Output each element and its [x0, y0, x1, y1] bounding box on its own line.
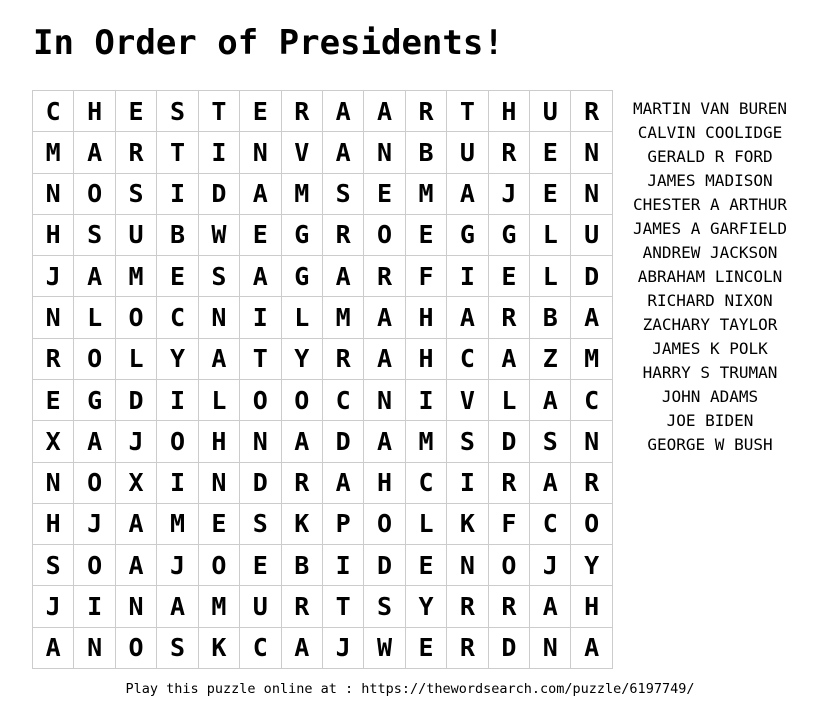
grid-cell-r1c9[interactable]: A	[364, 91, 405, 132]
grid-cell-r13c14[interactable]: H	[571, 586, 612, 627]
grid-cell-r11c4[interactable]: M	[157, 504, 198, 545]
grid-cell-r8c4[interactable]: I	[157, 380, 198, 421]
grid-cell-r11c1[interactable]: H	[33, 504, 74, 545]
grid-cell-r7c5[interactable]: A	[199, 339, 240, 380]
grid-cell-r4c13[interactable]: L	[530, 215, 571, 256]
grid-cell-r5c13[interactable]: L	[530, 256, 571, 297]
grid-cell-r9c6[interactable]: N	[240, 421, 281, 462]
grid-cell-r11c11[interactable]: K	[447, 504, 488, 545]
grid-cell-r14c1[interactable]: A	[33, 628, 74, 669]
grid-cell-r9c4[interactable]: O	[157, 421, 198, 462]
grid-cell-r3c12[interactable]: J	[489, 174, 530, 215]
word-list-item: ANDREW JACKSON	[642, 243, 778, 262]
grid-cell-r1c13[interactable]: U	[530, 91, 571, 132]
grid-cell-r12c2[interactable]: O	[74, 545, 115, 586]
grid-cell-r6c2[interactable]: L	[74, 297, 115, 338]
grid-cell-r6c12[interactable]: R	[489, 297, 530, 338]
grid-cell-r13c13[interactable]: A	[530, 586, 571, 627]
grid-cell-r8c9[interactable]: N	[364, 380, 405, 421]
grid-cell-r2c3[interactable]: R	[116, 132, 157, 173]
word-list-item: JAMES A GARFIELD	[632, 219, 788, 238]
grid-cell-r2c14[interactable]: N	[571, 132, 612, 173]
grid-cell-r5c9[interactable]: R	[364, 256, 405, 297]
grid-cell-r11c10[interactable]: L	[406, 504, 447, 545]
grid-cell-r7c4[interactable]: Y	[157, 339, 198, 380]
grid-cell-r3c13[interactable]: E	[530, 174, 571, 215]
grid-cell-r10c4[interactable]: I	[157, 463, 198, 504]
word-list-item: CALVIN COOLIDGE	[637, 123, 783, 142]
grid-cell-r7c14[interactable]: M	[571, 339, 612, 380]
footer-play-online-label: Play this puzzle online at :	[125, 681, 362, 697]
grid-cell-r5c14[interactable]: D	[571, 256, 612, 297]
grid-cell-r5c2[interactable]: A	[74, 256, 115, 297]
grid-cell-r12c12[interactable]: O	[489, 545, 530, 586]
grid-cell-r9c11[interactable]: S	[447, 421, 488, 462]
grid-cell-r12c14[interactable]: Y	[571, 545, 612, 586]
grid-cell-r14c12[interactable]: D	[489, 628, 530, 669]
grid-cell-r3c7[interactable]: M	[282, 174, 323, 215]
grid-cell-r4c10[interactable]: E	[406, 215, 447, 256]
grid-cell-r3c14[interactable]: N	[571, 174, 612, 215]
grid-cell-r7c2[interactable]: O	[74, 339, 115, 380]
grid-cell-r5c4[interactable]: E	[157, 256, 198, 297]
grid-cell-r12c1[interactable]: S	[33, 545, 74, 586]
grid-cell-r12c9[interactable]: D	[364, 545, 405, 586]
grid-cell-r2c6[interactable]: N	[240, 132, 281, 173]
page-title: In Order of Presidents!	[33, 23, 504, 63]
grid-cell-r9c2[interactable]: A	[74, 421, 115, 462]
grid-cell-r10c5[interactable]: N	[199, 463, 240, 504]
grid-cell-r9c3[interactable]: J	[116, 421, 157, 462]
grid-cell-r5c11[interactable]: I	[447, 256, 488, 297]
word-list-item: CHESTER A ARTHUR	[632, 195, 788, 214]
grid-cell-r8c1[interactable]: E	[33, 380, 74, 421]
grid-cell-r7c13[interactable]: Z	[530, 339, 571, 380]
grid-cell-r13c10[interactable]: Y	[406, 586, 447, 627]
grid-cell-r9c14[interactable]: N	[571, 421, 612, 462]
grid-cell-r10c9[interactable]: H	[364, 463, 405, 504]
grid-cell-r6c8[interactable]: M	[323, 297, 364, 338]
grid-cell-r10c1[interactable]: N	[33, 463, 74, 504]
word-list-item: JOE BIDEN	[666, 411, 754, 430]
grid-cell-r7c8[interactable]: R	[323, 339, 364, 380]
grid-cell-r13c5[interactable]: M	[199, 586, 240, 627]
grid-cell-r9c8[interactable]: D	[323, 421, 364, 462]
grid-cell-r4c12[interactable]: G	[489, 215, 530, 256]
grid-cell-r12c11[interactable]: N	[447, 545, 488, 586]
grid-cell-r11c5[interactable]: E	[199, 504, 240, 545]
grid-cell-r5c8[interactable]: A	[323, 256, 364, 297]
word-list-item: RICHARD NIXON	[647, 291, 773, 310]
grid-cell-r2c10[interactable]: B	[406, 132, 447, 173]
grid-cell-r14c5[interactable]: K	[199, 628, 240, 669]
grid-cell-r1c14[interactable]: R	[571, 91, 612, 132]
grid-cell-r12c13[interactable]: J	[530, 545, 571, 586]
grid-cell-r12c3[interactable]: A	[116, 545, 157, 586]
grid-cell-r4c4[interactable]: B	[157, 215, 198, 256]
grid-cell-r14c13[interactable]: N	[530, 628, 571, 669]
grid-cell-r12c6[interactable]: E	[240, 545, 281, 586]
grid-cell-r6c7[interactable]: L	[282, 297, 323, 338]
grid-cell-r14c8[interactable]: J	[323, 628, 364, 669]
grid-cell-r1c12[interactable]: H	[489, 91, 530, 132]
grid-cell-r1c11[interactable]: T	[447, 91, 488, 132]
grid-cell-r5c12[interactable]: E	[489, 256, 530, 297]
grid-cell-r4c2[interactable]: S	[74, 215, 115, 256]
grid-cell-r10c3[interactable]: X	[116, 463, 157, 504]
grid-cell-r2c5[interactable]: I	[199, 132, 240, 173]
grid-cell-r7c7[interactable]: Y	[282, 339, 323, 380]
grid-cell-r14c3[interactable]: O	[116, 628, 157, 669]
word-list-item: JOHN ADAMS	[661, 387, 759, 406]
grid-cell-r8c3[interactable]: D	[116, 380, 157, 421]
grid-cell-r2c2[interactable]: A	[74, 132, 115, 173]
grid-cell-r9c5[interactable]: H	[199, 421, 240, 462]
grid-cell-r8c6[interactable]: O	[240, 380, 281, 421]
grid-cell-r8c11[interactable]: V	[447, 380, 488, 421]
grid-cell-r6c9[interactable]: A	[364, 297, 405, 338]
word-list-item: JAMES K POLK	[652, 339, 768, 358]
grid-cell-r14c4[interactable]: S	[157, 628, 198, 669]
grid-cell-r14c11[interactable]: R	[447, 628, 488, 669]
word-list-item: ABRAHAM LINCOLN	[637, 267, 783, 286]
grid-cell-r10c14[interactable]: R	[571, 463, 612, 504]
grid-cell-r11c12[interactable]: F	[489, 504, 530, 545]
grid-cell-r2c9[interactable]: N	[364, 132, 405, 173]
grid-cell-r5c1[interactable]: J	[33, 256, 74, 297]
grid-cell-r5c7[interactable]: G	[282, 256, 323, 297]
grid-cell-r10c8[interactable]: A	[323, 463, 364, 504]
grid-cell-r4c7[interactable]: G	[282, 215, 323, 256]
grid-cell-r13c8[interactable]: T	[323, 586, 364, 627]
grid-cell-r4c14[interactable]: U	[571, 215, 612, 256]
grid-cell-r11c8[interactable]: P	[323, 504, 364, 545]
grid-cell-r1c2[interactable]: H	[74, 91, 115, 132]
word-list-item: ZACHARY TAYLOR	[642, 315, 778, 334]
grid-cell-r1c5[interactable]: T	[199, 91, 240, 132]
grid-cell-r4c5[interactable]: W	[199, 215, 240, 256]
grid-cell-r14c2[interactable]: N	[74, 628, 115, 669]
grid-cell-r6c5[interactable]: N	[199, 297, 240, 338]
word-list	[615, 97, 805, 457]
grid-cell-r6c10[interactable]: H	[406, 297, 447, 338]
grid-cell-r10c13[interactable]: A	[530, 463, 571, 504]
grid-cell-r8c8[interactable]: C	[323, 380, 364, 421]
grid-cell-r11c13[interactable]: C	[530, 504, 571, 545]
grid-cell-r7c1[interactable]: R	[33, 339, 74, 380]
grid-cell-r7c10[interactable]: H	[406, 339, 447, 380]
puzzle-url: https://thewordsearch.com/puzzle/6197749/	[361, 681, 695, 697]
grid-cell-r12c8[interactable]: I	[323, 545, 364, 586]
grid-cell-r1c6[interactable]: E	[240, 91, 281, 132]
grid-cell-r13c2[interactable]: I	[74, 586, 115, 627]
grid-cell-r6c1[interactable]: N	[33, 297, 74, 338]
grid-cell-r13c3[interactable]: N	[116, 586, 157, 627]
grid-cell-r12c7[interactable]: B	[282, 545, 323, 586]
grid-cell-r4c9[interactable]: O	[364, 215, 405, 256]
grid-cell-r3c9[interactable]: E	[364, 174, 405, 215]
grid-cell-r3c4[interactable]: I	[157, 174, 198, 215]
grid-cell-r6c13[interactable]: B	[530, 297, 571, 338]
grid-cell-r9c10[interactable]: M	[406, 421, 447, 462]
grid-cell-r11c6[interactable]: S	[240, 504, 281, 545]
grid-cell-r14c9[interactable]: W	[364, 628, 405, 669]
grid-cell-r6c6[interactable]: I	[240, 297, 281, 338]
grid-cell-r13c9[interactable]: S	[364, 586, 405, 627]
grid-cell-r7c12[interactable]: A	[489, 339, 530, 380]
grid-cell-r7c3[interactable]: L	[116, 339, 157, 380]
grid-cell-r7c9[interactable]: A	[364, 339, 405, 380]
grid-cell-r1c7[interactable]: R	[282, 91, 323, 132]
word-list-item: GEORGE W BUSH	[647, 435, 773, 454]
word-list-item: MARTIN VAN BUREN	[632, 99, 788, 118]
grid-cell-r14c10[interactable]: E	[406, 628, 447, 669]
footer	[0, 681, 820, 698]
grid-cell-r12c5[interactable]: O	[199, 545, 240, 586]
grid-cell-r5c6[interactable]: A	[240, 256, 281, 297]
grid-cell-r11c3[interactable]: A	[116, 504, 157, 545]
grid-cell-r8c12[interactable]: L	[489, 380, 530, 421]
grid-cell-r13c4[interactable]: A	[157, 586, 198, 627]
grid-cell-r8c5[interactable]: L	[199, 380, 240, 421]
grid-cell-r4c6[interactable]: E	[240, 215, 281, 256]
grid-cell-r7c6[interactable]: T	[240, 339, 281, 380]
grid-cell-r3c10[interactable]: M	[406, 174, 447, 215]
grid-cell-r4c11[interactable]: G	[447, 215, 488, 256]
grid-cell-r6c14[interactable]: A	[571, 297, 612, 338]
word-list-item: GERALD R FORD	[647, 147, 773, 166]
grid-cell-r8c14[interactable]: C	[571, 380, 612, 421]
grid-cell-r3c5[interactable]: D	[199, 174, 240, 215]
grid-cell-r3c8[interactable]: S	[323, 174, 364, 215]
grid-cell-r1c1[interactable]: C	[33, 91, 74, 132]
grid-cell-r10c10[interactable]: C	[406, 463, 447, 504]
word-search-grid	[32, 90, 613, 669]
grid-cell-r6c4[interactable]: C	[157, 297, 198, 338]
grid-cell-r9c1[interactable]: X	[33, 421, 74, 462]
grid-cell-r2c12[interactable]: R	[489, 132, 530, 173]
grid-cell-r9c12[interactable]: D	[489, 421, 530, 462]
grid-cell-r11c9[interactable]: O	[364, 504, 405, 545]
grid-cell-r10c12[interactable]: R	[489, 463, 530, 504]
grid-cell-r13c6[interactable]: U	[240, 586, 281, 627]
grid-cell-r4c8[interactable]: R	[323, 215, 364, 256]
grid-cell-r13c12[interactable]: R	[489, 586, 530, 627]
grid-cell-r5c5[interactable]: S	[199, 256, 240, 297]
grid-cell-r10c6[interactable]: D	[240, 463, 281, 504]
grid-cell-r1c10[interactable]: R	[406, 91, 447, 132]
grid-cell-r10c11[interactable]: I	[447, 463, 488, 504]
grid-cell-r5c3[interactable]: M	[116, 256, 157, 297]
grid-cell-r10c7[interactable]: R	[282, 463, 323, 504]
word-list-item: JAMES MADISON	[647, 171, 773, 190]
grid-cell-r13c7[interactable]: R	[282, 586, 323, 627]
grid-cell-r8c7[interactable]: O	[282, 380, 323, 421]
grid-cell-r3c11[interactable]: A	[447, 174, 488, 215]
grid-cell-r1c3[interactable]: E	[116, 91, 157, 132]
grid-cell-r2c11[interactable]: U	[447, 132, 488, 173]
grid-cell-r14c14[interactable]: A	[571, 628, 612, 669]
grid-cell-r9c9[interactable]: A	[364, 421, 405, 462]
grid-cell-r9c7[interactable]: A	[282, 421, 323, 462]
grid-cell-r8c2[interactable]: G	[74, 380, 115, 421]
grid-cell-r13c1[interactable]: J	[33, 586, 74, 627]
grid-cell-r9c13[interactable]: S	[530, 421, 571, 462]
grid-cell-r11c14[interactable]: O	[571, 504, 612, 545]
grid-cell-r12c4[interactable]: J	[157, 545, 198, 586]
grid-cell-r3c3[interactable]: S	[116, 174, 157, 215]
grid-cell-r14c7[interactable]: A	[282, 628, 323, 669]
grid-cell-r10c2[interactable]: O	[74, 463, 115, 504]
grid-cell-r14c6[interactable]: C	[240, 628, 281, 669]
grid-cell-r6c3[interactable]: O	[116, 297, 157, 338]
grid-cell-r1c8[interactable]: A	[323, 91, 364, 132]
grid-cell-r2c7[interactable]: V	[282, 132, 323, 173]
grid-cell-r2c4[interactable]: T	[157, 132, 198, 173]
grid-cell-r3c1[interactable]: N	[33, 174, 74, 215]
grid-cell-r4c1[interactable]: H	[33, 215, 74, 256]
grid-cell-r11c2[interactable]: J	[74, 504, 115, 545]
grid-cell-r5c10[interactable]: F	[406, 256, 447, 297]
grid-cell-r2c13[interactable]: E	[530, 132, 571, 173]
grid-cell-r3c2[interactable]: O	[74, 174, 115, 215]
grid-cell-r2c1[interactable]: M	[33, 132, 74, 173]
grid-cell-r11c7[interactable]: K	[282, 504, 323, 545]
grid-cell-r1c4[interactable]: S	[157, 91, 198, 132]
grid-cell-r7c11[interactable]: C	[447, 339, 488, 380]
grid-cell-r4c3[interactable]: U	[116, 215, 157, 256]
grid-cell-r2c8[interactable]: A	[323, 132, 364, 173]
grid-cell-r8c13[interactable]: A	[530, 380, 571, 421]
grid-cell-r3c6[interactable]: A	[240, 174, 281, 215]
grid-cell-r13c11[interactable]: R	[447, 586, 488, 627]
grid-cell-r12c10[interactable]: E	[406, 545, 447, 586]
word-list-item: HARRY S TRUMAN	[642, 363, 778, 382]
grid-cell-r8c10[interactable]: I	[406, 380, 447, 421]
grid-cell-r6c11[interactable]: A	[447, 297, 488, 338]
